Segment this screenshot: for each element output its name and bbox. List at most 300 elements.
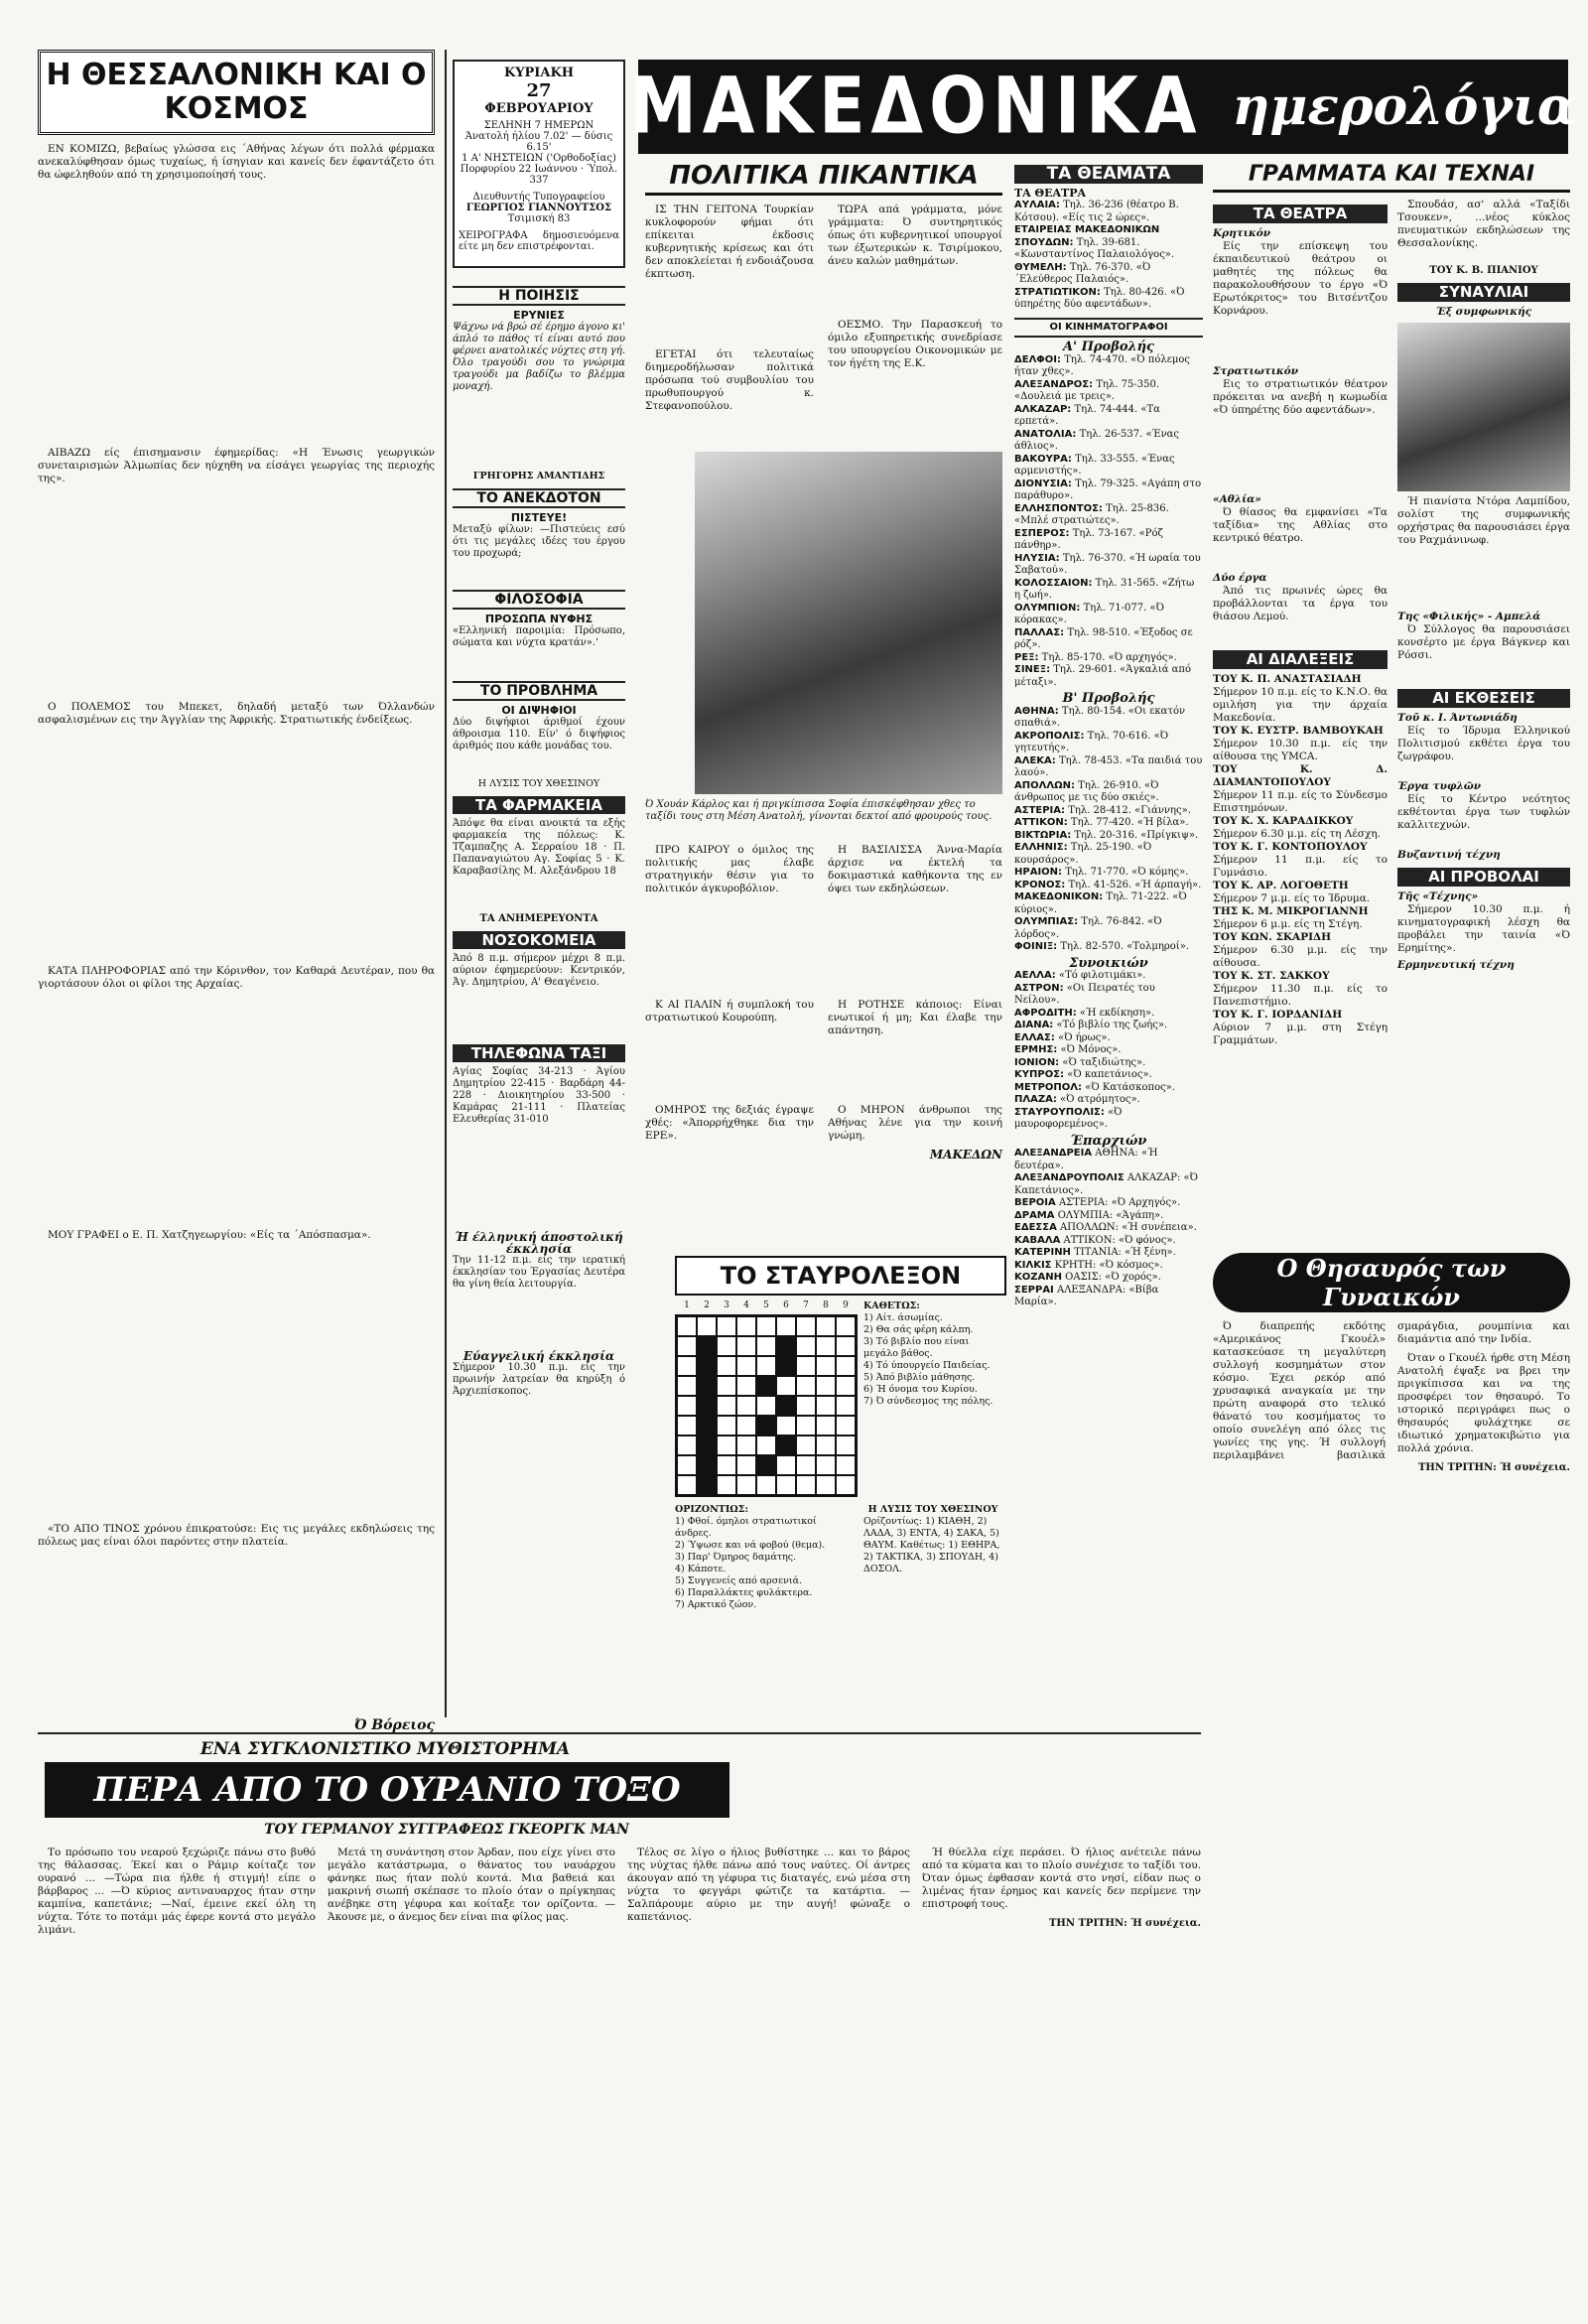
listing	[1014, 706, 1203, 731]
crossword-cell	[677, 1455, 697, 1475]
listing-info: ΑΛΚΑΖΑΡ: «Ό Καπετάνιος».	[1014, 1172, 1198, 1196]
crossword-cell	[677, 1376, 697, 1396]
lectures-heading: ΑΙ ΔΙΑΛΕΞΕΙΣ	[1213, 650, 1388, 669]
crossword-number: 6	[783, 1300, 789, 1310]
section-heading: ΤΟ ΠΡΟΒΛΗΜΑ	[453, 681, 625, 701]
listing-info: Τηλ. 41-526. «Ή άρπαγή».	[1068, 879, 1202, 890]
crossword-cell	[796, 1435, 816, 1455]
almanac-line: 1 Α' ΝΗΣΤΕΙΩΝ ('Ορθοδοξίας)	[462, 153, 616, 164]
crossword-cell	[796, 1455, 816, 1475]
province-heading: Έπαρχιών	[1070, 1133, 1147, 1149]
listing-info: Τηλ. 71-077. «Ό κόρακας».	[1014, 602, 1164, 625]
listing	[1014, 454, 1203, 478]
cinema-heading: ΟΙ ΚΙΝΗΜΑΤΟΓΡΑΦΟΙ	[1014, 318, 1203, 339]
section-subheading: ΠΙΣΤΕΥΕ!	[510, 511, 568, 524]
clue: 4) Τό ύπουργείο Παιδείας.	[863, 1360, 991, 1371]
listing-name: ΣΕΡΡΑΙ	[1014, 1284, 1054, 1296]
screenings-heading: ΑΙ ΠΡΟΒΟΛΑΙ	[1397, 868, 1570, 887]
left-signature: Ό Βόρειος	[354, 1717, 435, 1733]
clue: 4) Κάποτε.	[675, 1564, 727, 1574]
left-paragraph: ΚΑΤΑ ΠΛΗΡΟΦΟΡΙΑΣ από την Κόρινθον, τον Καθαρά Δευτέραν, που θα γιορτάσουν όλοι οι φίλοι της Αρχαίας.	[38, 965, 435, 990]
listing	[1014, 578, 1203, 603]
left-paragraph: ΑΙΒΑΖΩ είς έπισημανσιν έφημερίδας: «Η Ένωσις γεωργικών συνεταιρισμών Άλμωπίας δεν ηύχηθη να είσάγει γεωργίας της περιοχής της».	[38, 447, 435, 484]
listing	[1014, 1020, 1203, 1032]
listing-info: Τηλ. 71-222. «Ό κύριος».	[1014, 891, 1187, 915]
listing-name: ΚΡΟΝΟΣ:	[1014, 879, 1066, 890]
novel-text: Ή θύελλα είχε περάσει. Ό ήλιος ανέτειλε πάνω από τα κύματα και το πλοίο συνέχισε το ταξίδι του. Όταν όμως έφθασαν κοντά στο νησί, είδαν πως ο λιμένας ήταν έρημος και κανείς δεν περίμενε την επιστροφή τους.	[922, 1846, 1201, 1910]
listing-info: ΑΘΗΝΑ: «Ή δευτέρα».	[1014, 1148, 1158, 1171]
crossword-cell	[836, 1376, 856, 1396]
crossword-cell	[677, 1356, 697, 1376]
listing-info: «Ό καπετάνιος».	[1067, 1069, 1152, 1080]
listing-name: ΗΡΑΙΟΝ:	[1014, 867, 1063, 878]
arts-subheading: Κρητικόν	[1213, 227, 1271, 239]
politika-paragraph: ΠΡΟ ΚΑΙΡΟΥ ο όμιλος της πολιτικής μας έλαβε στρατηγικήν θέσιν για το πολιτικόν άγκυροβόλιον.	[645, 844, 814, 894]
listing	[1014, 429, 1203, 454]
listing-name: ΦΟΙΝΙΞ:	[1014, 941, 1058, 952]
listing-info: «Ό ήρως».	[1058, 1031, 1111, 1043]
crossword-cell	[697, 1435, 717, 1455]
portrait-photo	[1397, 323, 1570, 491]
clue: 2) Ύψωσε και νά φοβού (θεμα).	[675, 1540, 826, 1551]
masthead-subtitle: ημερολόγια	[1232, 76, 1577, 137]
crossword-cell	[816, 1475, 836, 1495]
listing-info: Σήμερον 11.30 π.μ. είς το Πανεπιστήμιο.	[1213, 983, 1388, 1008]
listing-info: Τηλ. 82-570. «Τολμηροί».	[1060, 941, 1189, 952]
crossword-solution	[863, 1504, 1002, 1717]
listing-info: Τηλ. 73-167. «Ρόζ πάνθηρ».	[1014, 527, 1163, 551]
listing	[1014, 842, 1203, 867]
politika-paragraph: Η ΡΟΤΗΣΕ κάποιος: Είναι ενωτικοί ή μη; Και έλαβε την απάντηση.	[828, 999, 1002, 1036]
crossword-cell	[736, 1356, 756, 1376]
listing	[1014, 983, 1203, 1008]
listing-info: Τηλ. 29-601. «Άγκαλιά από μέταξι».	[1014, 664, 1192, 688]
arts-subheading: Της «Φιλικής» - Αμπελά	[1397, 611, 1541, 622]
politika-paragraph: ΤΩΡΑ απά γράμματα, μόνε γράμματα: Ό συντηρητικός όπως ότι κυβερνητικοί υπουργοί των έξωτερικών κ. Τσιρίμοκου, άνευ καλών μαθημάτων.	[828, 204, 1002, 267]
listing-info: Τηλ. 76-370. «Ό ΄Ελεύθερος Παλαιός».	[1014, 261, 1151, 285]
listing-name: ΔΙΟΝΥΣΙΑ:	[1014, 478, 1072, 489]
politika-col-1b	[645, 844, 814, 1251]
entertainment-heading: ΤΑ ΘΕΑΜΑΤΑ	[1014, 165, 1203, 184]
listing-info: Τηλ. 76-842. «Ό λόρδος».	[1014, 916, 1162, 940]
listing-name: ΤΟΥ ΚΩΝ. ΣΚΑΡΙΔΗ	[1213, 931, 1332, 943]
concerts-heading: ΣΥΝΑΥΛΙΑΙ	[1397, 283, 1570, 302]
listing	[1014, 287, 1203, 312]
crossword-cell	[796, 1396, 816, 1416]
arts-subheading: Έξ συμφωνικής	[1435, 306, 1532, 318]
crossword-number: 5	[763, 1300, 769, 1310]
clue: 1) Φθοί. όμηλοι στρατιωτικοί άνδρες.	[675, 1516, 817, 1539]
crossword-cell	[776, 1356, 796, 1376]
politika-col-2	[828, 204, 1002, 447]
continued-note: ΤΗΝ ΤΡΙΤΗΝ: Ή συνέχεια.	[1417, 1462, 1570, 1473]
section-text: Σήμερον 10.30 π.μ. είς την πρωινήν λατρείαν θα κηρύξη ό Άρχιεπίσκοπος.	[453, 1362, 625, 1397]
listing-info: Αύριον 7 μ.μ. στη Στέγη Γραμμάτων.	[1213, 1022, 1388, 1046]
crossword-cell	[836, 1416, 856, 1435]
listing-name: ΠΑΛΛΑΣ:	[1014, 626, 1065, 638]
listing	[1014, 1032, 1203, 1045]
novel-text: Μετά τη συνάντηση στον Άρδαν, που είχε γίνει στο μεγάλο κατάστρωμα, ο θάνατος του ναυάρχου φάνηκε πως ήταν πολύ κοντά. Μια βαθειά και μακρινή σιωπή σκέπασε το πλοίο όταν ο πρίγκηπας ανέβηκε στη γέφυρα και κοίταξε τον ορίζοντα. —Άκουσε με, ο άνεμος δεν είναι πια φίλος μας.	[328, 1846, 615, 1923]
crossword-cell	[756, 1316, 776, 1336]
news-photo	[695, 452, 1002, 794]
novel-text: Το πρόσωπο του νεαρού ξεχώριζε πάνω στο βυθό της θάλασσας. Έκεί και ο Ράμιρ κοίταζε τον ουρανό ... —Τώρα πια ήλθε ή στιγμή! είπε ο βάρβαρος ... —Ό κύριος αντιναυαρχος ήταν στην καμπίνα, καπετάνιε; —Ναί, έμεινε εκεί όλη τη νύχτα. Τότε το ποτάμι μάς έφερε κοντά στο μεγάλο λιμάνι.	[38, 1846, 316, 1936]
listing-info: «Ό ατρόμητος».	[1060, 1094, 1140, 1105]
listing	[1014, 200, 1203, 224]
novel-col	[922, 1846, 1201, 2303]
listing-name: ΔΡΑΜΑ	[1014, 1209, 1055, 1221]
listing-info: Τηλ. 76-370. «Ή ωραία του Σαβατού».	[1014, 552, 1201, 576]
crossword-cell	[677, 1316, 697, 1336]
left-paragraph: ΕΝ ΚΟΜΙΖΩ, βεβαίως γλώσσα εις ΄Αθήνας λέγων ότι πολλά φέρμακα ανεκαλύφθησαν όμως τυχαίως, ή ίσηγιαν και κανείς δεν έφαντάζετο ότι θα ώφεληθούν από τη χρησιμοποίησή τους.	[38, 143, 435, 181]
crossword-cell	[717, 1356, 736, 1376]
arts-text: Σήμερον 10.30 π.μ. ή κινηματογραφική λέσχη θα προβάλει την ταινία «Ό Ερημίτης».	[1397, 903, 1570, 954]
crossword-cell	[836, 1475, 856, 1495]
exhibitions-heading: ΑΙ ΕΚΘΕΣΕΙΣ	[1397, 689, 1570, 708]
arts-subheading: «Αθλία»	[1213, 493, 1261, 505]
crossword-cell	[697, 1396, 717, 1416]
listing-name: ΟΛΥΜΠΙΟΝ:	[1014, 602, 1081, 614]
crossword-cell	[736, 1435, 756, 1455]
solution-heading: Η ΛΥΣΙΣ ΤΟΥ ΧΘΕΣΙΝΟΥ	[477, 778, 600, 789]
crossword-cell	[717, 1396, 736, 1416]
listing	[1014, 1210, 1203, 1223]
arts-subheading: Δύο έργα	[1213, 572, 1267, 584]
arts-subheading: Βυζαντινή τέχνη	[1397, 849, 1501, 861]
crossword-cell	[816, 1336, 836, 1356]
listing-info: Τηλ. 71-770. «Ό κόμης».	[1065, 867, 1189, 878]
crossword-cell	[776, 1416, 796, 1435]
listing-name: ΕΤΑΙΡΕΙΑΣ ΜΑΚΕΔΟΝΙΚΩΝ ΣΠΟΥΔΩΝ:	[1014, 224, 1160, 248]
crossword-cell	[776, 1376, 796, 1396]
masthead	[629, 60, 1577, 154]
listing	[1014, 1272, 1203, 1285]
listing-name: ΑΛΕΞΑΝΔΡΟΥΠΟΛΙΣ	[1014, 1172, 1125, 1183]
section-text: Άπό 8 π.μ. σήμερον μέχρι 8 π.μ. αύριον έφημερεύουν: Κεντρικόν, Άγ. Δημητρίου, Α' Θεαγένειο.	[453, 953, 625, 988]
listing-name: ΤΟΥ Κ. ΣΤ. ΣΑΚΚΟΥ	[1213, 970, 1330, 982]
listing	[1014, 780, 1203, 805]
listing	[1014, 1172, 1203, 1197]
crossword-numbers	[677, 1300, 856, 1310]
listing-info: Τηλ. 74-444. «Τα ερπετά».	[1014, 403, 1160, 427]
arts-text: Σπουδάσ, ασ' αλλά «Ταξίδι Τσουκεν», ...νέος κύκλος πνευματικών εκδηλώσεων της Θεσσαλονίκης.	[1397, 199, 1570, 249]
arts-subheading: Στρατιωτικόν	[1213, 365, 1298, 377]
crossword-cell	[736, 1475, 756, 1495]
section-text: Την 11-12 π.μ. είς την ιερατική έκκλησίαν του Έργασίας Δευτέρα θα γίνη θεία λειτουργία.	[453, 1255, 625, 1290]
listing-info: «Ό Κατάσκοπος».	[1085, 1081, 1175, 1093]
crossword-cell	[717, 1336, 736, 1356]
section-subheading: ΤΑ ΑΝΗΜΕΡΕΥΟΝΤΑ	[479, 913, 598, 924]
manuscripts-note: ΧΕΙΡΟΓΡΑΦΑ δημοσιευόμενα είτε μη δεν επιστρέφονται.	[459, 230, 619, 252]
premiere-heading: Α' Προβολής	[1063, 340, 1154, 354]
listing	[1014, 1222, 1203, 1235]
listing-info: Τηλ. 26-537. «Ένας άθλιος».	[1014, 428, 1180, 452]
crossword-cell	[836, 1435, 856, 1455]
listing-name: ΒΙΚΤΩΡΙΑ:	[1014, 829, 1072, 841]
listing-name: ΑΚΡΟΠΟΛΙΣ:	[1014, 730, 1085, 742]
section-heading: ΤΟ ΑΝΕΚΔΟΤΟΝ	[453, 488, 625, 508]
listing-info: «Ό ταξιδιώτης».	[1062, 1056, 1146, 1068]
neighborhood-heading: Συνοικιών	[1069, 955, 1148, 971]
listing	[1014, 478, 1203, 503]
arts-subheading: Έργα τυφλῶν	[1397, 780, 1482, 792]
crossword-cell	[816, 1356, 836, 1376]
listing	[1014, 867, 1203, 880]
listing-info: ΑΣΤΕΡΙΑ: «Ό Αρχηγός».	[1058, 1197, 1181, 1208]
listing	[1014, 664, 1203, 689]
lecture	[1213, 880, 1388, 905]
politika-heading: ΠΟΛΙΤΙΚΑ ΠΙΚΑΝΤΙΚΑ	[645, 159, 1002, 196]
section-heading: ΦΙΛΟΣΟΦΙΑ	[453, 590, 625, 610]
crossword-cell	[736, 1416, 756, 1435]
crossword-cell	[697, 1475, 717, 1495]
section-text: «Ελληνική παροιμία: Πρόσωπο, σώματα και νύχτα κρατάν».'	[453, 625, 625, 648]
listing	[1014, 817, 1203, 830]
listing-info: Τηλ. 80-154. «Οι εκατόν σπαθιά».	[1014, 705, 1186, 729]
church-heading: Ή έλληνική άποστολική έκκλησία	[455, 1230, 623, 1256]
arts-text: Εις το στρατιωτικόν θέατρον πρόκειται να ανεβή η κωμωδία «Ό ύπηρέτης δύο αφεντάδων».	[1213, 378, 1388, 416]
section-text: Άπόψε θα είναι ανοικτά τα εξής φαρμακεία της πόλεως: Κ. Τζαμπαζης Α. Σερραίου 18 · Π. Παπαναγιώτου Αγ. Σοφίας 5 · Κ. Καραβασίλης Μ. Αλεξάνδρου 18	[453, 818, 625, 877]
listing	[1014, 528, 1203, 553]
crossword-heading: ΤΟ ΣΤΑΥΡΟΛΕΞΟΝ	[675, 1256, 1006, 1296]
listing	[1014, 891, 1203, 916]
listing	[1014, 404, 1203, 429]
crossword-cell	[717, 1316, 736, 1336]
novel-text: Τέλος σε λίγο ο ήλιος βυθίστηκε ... και το βάρος της νύχτας ήλθε πάνω από τους ναύτες. Οί άντρες άκουγαν από τη γέφυρα τις διαταγές, ενώ μέσα στη νύχτα το φεγγάρι φώτιζε τα κατάρτια. —Σαλπάρουμε αύριο με την αυγή! φώναξε ο καπετάνιος.	[627, 1846, 910, 1923]
section-subheading: ΕΡΥΝΙΕΣ	[513, 309, 565, 322]
left-paragraph: «ΤΟ ΑΠΟ ΤΙΝΟΣ χρόνου έπικρατούσε: Εις τις μεγάλες εκδηλώσεις της πόλεως μας είναι όλοι παρόντες στην πλατεία.	[38, 1523, 435, 1548]
printer-address: Τσιμισκή 83	[507, 213, 571, 224]
thesaurus-text: Όταν ο Γκουέλ ήρθε στη Μέση Ανατολή έψαξε να βρει την πριγκίπισσα και να της προσφέρει τον θησαυρό. Το ιστορικό περιγράφει πως ο θησαυρός φυλάχτηκε σε ιδιωτικό χρηματοκιβώτιο για πολλά χρόνια.	[1397, 1352, 1570, 1454]
politika-paragraph: Ο ΜΗΡΟΝ άνθρωποι της Αθήνας λένε για την κοινή γνώμη.	[828, 1104, 1002, 1142]
crossword-cell	[756, 1435, 776, 1455]
listing-info: «Ό μαυροφορεμένος».	[1014, 1106, 1123, 1130]
crossword-cell	[816, 1316, 836, 1336]
photo-caption: Ό Χουάν Κάρλος και ή πριγκίπισσα Σοφία έπισκέφθησαν χθες το ταξίδι τους στη Μέση Ανατολή, γίνονται δεκτοί από φρουρούς τους.	[645, 799, 992, 822]
left-headline: Η ΘΕΣΣΑΛΟΝΙΚΗ ΚΑΙ Ο ΚΟΣΜΟΣ	[38, 50, 435, 135]
crossword-cell	[717, 1376, 736, 1396]
listing	[1014, 1094, 1203, 1107]
second-run-heading: Β' Προβολής	[1062, 691, 1155, 706]
novel-col	[328, 1846, 615, 2303]
clue: 6) Ή όνομα του Κυρίου.	[863, 1384, 978, 1395]
listing-name: ΤΟΥ Κ. Γ. ΙΟΡΔΑΝΙΔΗ	[1213, 1009, 1343, 1021]
politika-paragraph: ΙΣ ΤΗΝ ΓΕΙΤΟΝΑ Τουρκίαν κυκλοφορούν φήμαι ότι επίκειται έκδοσις κυβερνητικής κρίσεως και ότι δεν αποκλείεται ή ενδοιάζουσα έκπτωση.	[645, 204, 814, 280]
crossword-cell	[816, 1376, 836, 1396]
listing-info: Τηλ. 98-510. «Έξοδος σε ρόζ».	[1014, 626, 1193, 650]
crossword-cell	[736, 1376, 756, 1396]
listing-info: Τηλ. 31-565. «Ζήτω η ζωή».	[1014, 577, 1195, 601]
listing	[1014, 1235, 1203, 1248]
listing-info: Τηλ. 25-836. «Μπλέ στρατιώτες».	[1014, 502, 1169, 526]
clue: 2) Θα σάς φέρη κάλπη.	[863, 1324, 974, 1335]
listing-info: Τηλ. 33-555. «Ένας αρμενιστής».	[1014, 453, 1175, 477]
crossword-cell	[756, 1396, 776, 1416]
crossword-cell	[677, 1396, 697, 1416]
clue: 5) Άπό βιβλίο μάθησης.	[863, 1372, 976, 1383]
thesaurus-article	[1213, 1320, 1570, 2298]
listing-name: ΑΛΕΞΑΝΔΡΟΣ:	[1014, 378, 1094, 390]
listing	[1014, 503, 1203, 528]
crossword-cell	[796, 1336, 816, 1356]
listing-name: ΕΡΜΗΣ:	[1014, 1044, 1058, 1055]
listing-name: ΚΑΤΕΡΙΝΗ	[1014, 1247, 1071, 1258]
crossword-number: 2	[704, 1300, 710, 1310]
listing-info: Σήμερον 10.30 π.μ. είς την αίθουσα της ΥΜCΑ.	[1213, 738, 1388, 762]
listing-name: ΤΟΥ Κ. Δ. ΔΙΑΜΑΝΤΟΠΟΥΛΟΥ	[1213, 763, 1388, 788]
listing	[1014, 1247, 1203, 1260]
listing	[1014, 1197, 1203, 1210]
crossword-cell	[816, 1396, 836, 1416]
almanac-line: ΣΕΛΗΝΗ 7 ΗΜΕΡΩΝ	[483, 120, 595, 131]
crossword-cell	[697, 1455, 717, 1475]
listing-name: ΕΛΛΑΣ:	[1014, 1031, 1055, 1043]
crossword-cell	[776, 1396, 796, 1416]
politika-paragraph: ΟΕΣΜΟ. Την Παρασκευή το όμιλο εξυπηρετικής συνεδρίασε του υπουργείου Οικονομικών με τον ήγέτη της Ε.Κ.	[828, 319, 1002, 369]
crossword-cell	[756, 1416, 776, 1435]
listing-name: ΤΟΥ Κ. ΕΥΣΤΡ. ΒΑΜΒΟΥΚΑΗ	[1213, 725, 1384, 737]
arts-text: Ή πιανίστα Ντόρα Λαμπίδου, σολίστ της συμφωνικής ορχήστρας θα παρουσιάσει έργα του Ραχμάνινωφ.	[1397, 495, 1570, 546]
listing-name: ΚΟΛΟΣΣΑΙΟΝ:	[1014, 577, 1093, 589]
section-subheading: ΟΙ ΔΙΨΗΦΙΟΙ	[501, 704, 577, 717]
section-heading: ΤΗΛΕΦΩΝΑ ΤΑΞΙ	[453, 1044, 625, 1062]
crossword-cell	[717, 1435, 736, 1455]
crossword-grid	[675, 1314, 858, 1497]
thesaurus-banner	[1213, 1253, 1570, 1312]
crossword-cell	[776, 1316, 796, 1336]
lecture	[1213, 1009, 1388, 1047]
crossword-cell	[776, 1455, 796, 1475]
listing	[1014, 1082, 1203, 1095]
date-info-box	[453, 60, 625, 268]
novel-title-banner	[45, 1762, 729, 1818]
section-subheading: ΠΡΟΣΩΠΑ ΝΥΦΗΣ	[484, 613, 594, 625]
crossword-cell	[717, 1455, 736, 1475]
section-text: Μεταξύ φίλων: —Πιστεύεις εσύ ότι τις μεγάλες ιδέες του έργου του προχωρά;	[453, 524, 625, 559]
listing-info: Τηλ. 80-426. «Ό ύπηρέτης δύο αφεντάδων».	[1014, 286, 1185, 310]
crossword-cell	[677, 1435, 697, 1455]
listing-name: ΑΕΛΛΑ:	[1014, 970, 1056, 981]
listing-info: Τηλ. 78-453. «Τα παιδιά του λαού».	[1014, 754, 1203, 778]
listing-name: ΚΟΖΑΝΗ	[1014, 1272, 1062, 1283]
listing	[1014, 805, 1203, 818]
listing-name: ΑΣΤΡΟΝ:	[1014, 982, 1064, 994]
listing-name: ΔΙΑΝΑ:	[1014, 1020, 1054, 1030]
crossword-number: 8	[823, 1300, 829, 1310]
listing-info: ΤΙΤΑΝΙΑ: «Ή ξένη».	[1074, 1247, 1176, 1258]
listing	[1014, 1148, 1203, 1172]
crossword-cell	[697, 1376, 717, 1396]
listing-name: ΑΦΡΟΔΙΤΗ:	[1014, 1007, 1077, 1019]
listing-info: Τηλ. 79-325. «Αγάπη στο παράθυρο».	[1014, 478, 1202, 501]
continued-note: ΤΗΝ ΤΡΙΤΗΝ: Ή συνέχεια.	[1048, 1918, 1201, 1929]
lecture	[1213, 815, 1388, 841]
lecture	[1213, 841, 1388, 880]
listing-info: Τηλ. 75-350. «Δουλειά με τρεις».	[1014, 378, 1160, 402]
clue: 1) Αίτ. άσωμίας.	[863, 1312, 943, 1323]
crossword-cell	[816, 1455, 836, 1475]
crossword-clues-down	[863, 1300, 1002, 1499]
listing-name: ΘΥΜΕΛΗ:	[1014, 261, 1067, 273]
listing-info: Σήμερον 7 μ.μ. είς το Ίδρυμα.	[1213, 892, 1371, 904]
printer-label: Διευθυντής Τυπογραφείου	[472, 192, 605, 203]
listing-info: ΟΛΥΜΠΙΑ: «Άγάπη».	[1057, 1209, 1164, 1221]
arts-text: Είς την επίσκεψη του έκπαιδευτικού θεάτρου οι μαθητές της πόλεως θα παρακολουθήσουν το έργο «Ό Ερωτόκριτος» του Βιτσέντζου Κορνάρου.	[1213, 240, 1388, 317]
listing-info: Σήμερον 6.30 μ.μ. είς την αίθουσα.	[1213, 944, 1388, 969]
section-heading: ΝΟΣΟΚΟΜΕΙΑ	[453, 931, 625, 949]
arts-heading: ΓΡΑΜΜΑΤΑ ΚΑΙ ΤΕΧΝΑΙ	[1213, 159, 1570, 193]
arts-subheading: Τῆς «Τέχνης»	[1397, 890, 1479, 902]
listing-name: ΤΟΥ Κ. Π. ΑΝΑΣΤΑΣΙΑΔΗ	[1213, 673, 1362, 685]
listing-name: ΡΕΞ:	[1014, 651, 1039, 663]
arts-column-1	[1213, 199, 1388, 1241]
listing-name: ΑΤΤΙΚΟΝ:	[1014, 817, 1068, 828]
listing-name: ΕΣΠΕΡΟΣ:	[1014, 527, 1070, 539]
crossword-cell	[796, 1416, 816, 1435]
listing-name: ΣΤΑΥΡΟΥΠΟΛΙΣ:	[1014, 1106, 1105, 1118]
crossword-cell	[697, 1316, 717, 1336]
church-heading: Εύαγγελική έκκλησία	[463, 1349, 615, 1363]
listing-info: Τηλ. 26-910. «Ό άνθρωπος με τις δύο σκιές».	[1014, 779, 1159, 803]
listing-name: ΚΑΒΑΛΑ	[1014, 1234, 1061, 1246]
lecture	[1213, 931, 1388, 970]
listing-name: ΤΗΣ Κ. Μ. ΜΙΚΡΟΓΙΑΝΝΗ	[1213, 905, 1369, 917]
arts-subheading: Τοῦ κ. Ι. Άντωνιάδη	[1397, 712, 1518, 724]
clues-heading: ΟΡΙΖΟΝΤΙΩΣ:	[675, 1504, 748, 1515]
listing-name: ΑΛΕΚΑ:	[1014, 754, 1056, 766]
listing-info: Τηλ. 36-236 (θέατρο Β. Κότσου). «Είς τις 2 ώρες».	[1014, 200, 1179, 223]
crossword-number: 4	[743, 1300, 749, 1310]
thesaurus-heading: Ο Θησαυρός των Γυναικών	[1276, 1254, 1507, 1311]
section-heading: ΤΑ ΦΑΡΜΑΚΕΙΑ	[453, 796, 625, 814]
listing-name: ΑΘΗΝΑ:	[1014, 705, 1059, 717]
listing-name: ΗΛΥΣΙΑ:	[1014, 552, 1060, 564]
thesaurus-text: Ό διαπρεπής εκδότης «Αμερικάνος Γκουέλ» κατασκεύασε τη μεγαλύτερη συλλογή κοσμημάτων στον κόσμο. Έχει ρεκόρ από χρυσαφικά αναγκαία με την πρώτη αναφορά στο τελικό θάνατό του κοσμήματος το οποίο συνελέγη από όλες τις γωνίες της γης. Ή συλλογή περιλαμβάνει βασιλικά σμαράγδια, ρουμπίνια και διαμάντια από την Ινδία.	[1213, 1320, 1570, 1461]
listing	[1014, 553, 1203, 578]
listing-name: ΟΛΥΜΠΙΑΣ:	[1014, 916, 1079, 927]
left-paragraph: ΜΟΥ ΓΡΑΦΕΙ ο Ε. Π. Χατζηγεωργίου: «Είς τα ΄Απόσπασμα».	[48, 1229, 371, 1241]
listing	[1014, 224, 1203, 262]
listing	[1014, 830, 1203, 843]
crossword-cell	[816, 1435, 836, 1455]
almanac-line: Άνατολή ήλίου 7.02' — δύσις 6.15'	[464, 131, 613, 153]
left-article	[38, 143, 435, 1711]
listing	[1014, 1069, 1203, 1082]
listing-name: ΕΛΛΗΝΙΣ:	[1014, 842, 1068, 853]
listing-name: ΕΔΕΣΣΑ	[1014, 1222, 1057, 1233]
crossword-cell	[796, 1356, 816, 1376]
crossword-cell	[796, 1376, 816, 1396]
crossword-cell	[796, 1316, 816, 1336]
listing-info: Τηλ. 25-190. «Ό κουρσάρος».	[1014, 842, 1152, 866]
listing-name: ΙΟΝΙΟΝ:	[1014, 1056, 1060, 1068]
clue: 7) Αρκτικό ζώον.	[675, 1599, 757, 1610]
month-label: ΦΕΒΡΟΥΑΡΙΟΥ	[484, 101, 594, 116]
arts-text: Είς το Ίδρυμα Ελληνικού Πολιτισμού εκθέτει έργα του ζωγράφου.	[1397, 725, 1570, 762]
printer-name: ΓΕΩΡΓΙΟΣ ΓΙΑΝΝΟΥΤΣΟΣ	[465, 203, 612, 213]
crossword-cell	[677, 1336, 697, 1356]
day-label: ΚΥΡΙΑΚΗ	[503, 66, 575, 80]
crossword-number: 9	[843, 1300, 849, 1310]
solution-heading: Η ΛΥΣΙΣ ΤΟΥ ΧΘΕΣΙΝΟΥ	[867, 1504, 998, 1515]
listing-info: Σήμερον 10 π.μ. είς το Κ.Ν.Ο. θα ομιλήση για την άρχαία Μακεδονία.	[1213, 686, 1388, 724]
crossword-clues-across	[675, 1504, 854, 1717]
listing	[1014, 354, 1203, 379]
listing-info: ΑΛΕΞΑΝΔΡΑ: «Βίβα Μαρία».	[1014, 1284, 1159, 1307]
listing-name: ΑΥΛΑΙΑ:	[1014, 200, 1060, 210]
listing-name: ΣΤΡΑΤΙΩΤΙΚΟΝ:	[1014, 286, 1101, 298]
listing	[1014, 652, 1203, 665]
crossword-cell	[756, 1455, 776, 1475]
